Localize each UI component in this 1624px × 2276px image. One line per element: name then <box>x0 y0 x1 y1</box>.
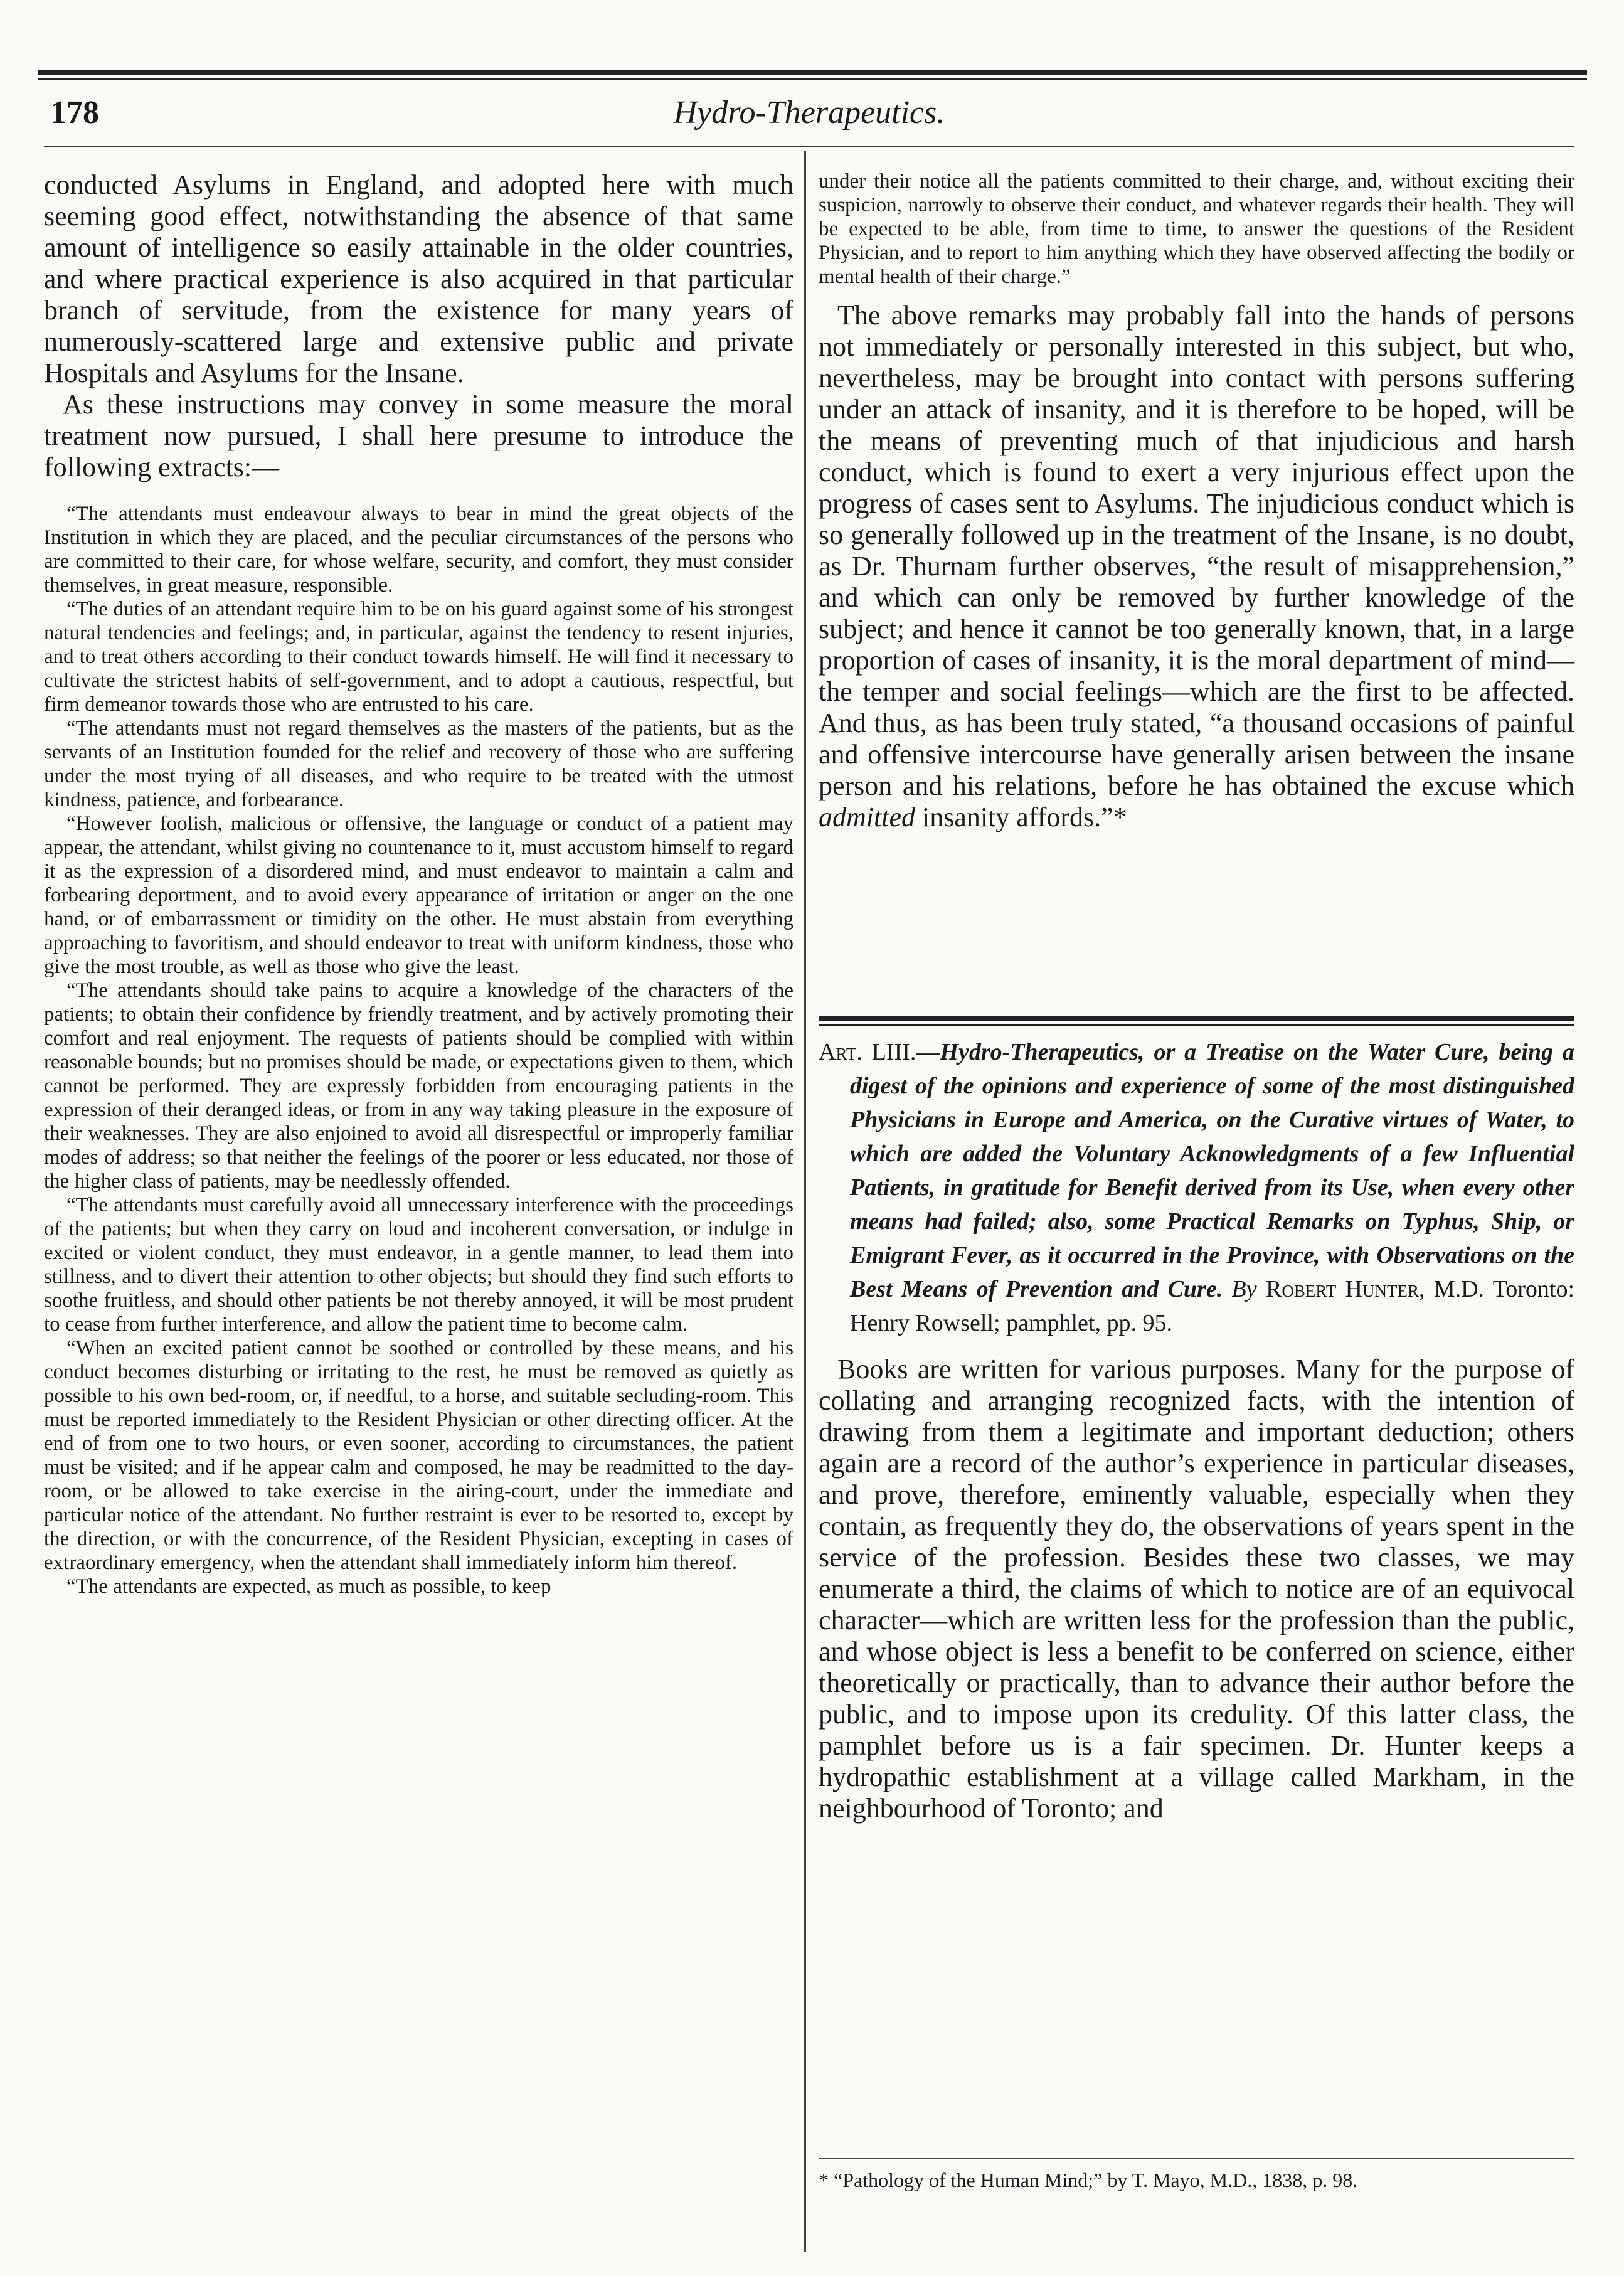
extract-paragraph: “The attendants must not regard themselves as the masters of the patients, but as the servants of an Institution founded for the relief and recovery of those who are suffering under the most trying of all diseases, and who require to be treated with the utmost kindness, patience, and forbearance. <box>44 717 793 811</box>
extract-paragraph: “The attendants should take pains to acquire a knowledge of the characters of the patients; to obtain their confidence by friendly treatment, and by actively promoting their comfort and real enjoyment. The requests of patients should be complied with within reasonable bounds; but no promises should be made, or expectations given to them, which cannot be performed. They are expressly forbidden from encouraging patients in the expression of their deranged ideas, or from in any way taking pleasure in the exposure of their weaknesses. They are also enjoined to avoid all disrespectful or improperly familiar modes of address; so that neither the feelings of the poorer or less educated, nor those of the higher class of patients, may be needlessly offended. <box>44 979 793 1193</box>
article-block <box>819 1035 1574 1824</box>
commentary-italic: admitted <box>819 802 915 832</box>
extract-paragraph: “The attendants must carefully avoid all unnecessary interference with the proceedings of the patients; but when they carry on loud and incoherent conversation, or indulge in excited or violent conduct, they must endeavor, in a gentle manner, to lead them into stillness, and to divert their attention to other objects; but should they find such efforts to soothe fruitless, and should other patients be not thereby annoyed, it will be most prudent to cease from further interference, and allow the patient time to become calm. <box>44 1194 793 1336</box>
extract-continuation: under their notice all the patients committed to their charge, and, without exciting their suspicion, narrowly to observe their conduct, and whatever regards their health. They will be expected to be able, from time to time, to answer the questions of the Resident Physician, and to report to him anything which they have observed affecting the bodily or mental health of their charge.” <box>819 170 1574 288</box>
review-paragraph: Books are written for various purposes. Many for the purpose of collating and arranging recognized facts, with the intention of drawing from them a legitimate and important deduction; others again are a record of the author’s experience in particular diseases, and prove, therefore, eminently valuable, especially when they contain, as frequently they do, the observations of years spent in the service of the profession. Besides these two classes, we may enumerate a third, the claims of which to notice are of an equivocal character—which are written less for the profession than the public, and whose object is less a benefit to be conferred on science, either theoretically or practically, than to advance their author before the public, and to impose upon its credulity. Of this latter class, the pamphlet before us is a fair specimen. Dr. Hunter keeps a hydropathic establishment at a village called Markham, in the neighbourhood of Toronto; and <box>819 1354 1574 1824</box>
top-rule-thin <box>38 78 1587 80</box>
running-title: Hydro-Therapeutics. <box>673 95 945 130</box>
left-column <box>44 169 793 1598</box>
extract-paragraph: “When an excited patient cannot be soothed or controlled by these means, and his conduct becomes disturbing or irritating to the rest, he must be removed as quietly as possible to his own bed-room, or, if needful, to a horse, and suitable secluding-room. This must be reported immediately to the Resident Physician or other directing officer. At the end of from one to two hours, or even sooner, according to circumstances, the patient must be visited; and if he appear calm and composed, he may be readmitted to the day-room, or be allowed to take exercise in the airing-court, under the immediate and particular notice of the attendant. No further restraint is ever to be resorted to, except by the direction, or with the concurrence, of the Resident Physician, excepting in cases of extraordinary emergency, when the attendant shall immediately inform him thereof. <box>44 1337 793 1574</box>
right-column <box>819 169 1574 833</box>
intro-paragraph-2: As these instructions may convey in some measure the moral treatment now pursued, I shall here presume to introduce the following extracts:— <box>44 389 793 482</box>
article-by: By <box>1231 1276 1257 1302</box>
extract-paragraph: “The duties of an attendant require him to be on his guard against some of his strongest natural tendencies and feelings; and, in particular, against the tendency to resent injuries, and to treat others according to their conduct towards himself. He will find it necessary to cultivate the strictest habits of self-government, and to adopt a cautious, respectful, but firm demeanor towards those who are entrusted to his care. <box>44 598 793 716</box>
article-title: Hydro-Therapeutics, or a Treatise on the Water Cure, being a digest of the opinions and experience of some of the most distinguished Physicians in Europe and America, on the Curative virtues of Water, to which are added the Voluntary Acknowledgments of a few Influential Patients, in gratitude for Benefit derived from its Use, when every other means had failed; also, some Practical Remarks on Typhus, Ship, or Emigrant Fever, as it occurred in the Province, with Observations on the Best Means of Prevention and Cure. <box>850 1039 1575 1302</box>
extract-paragraph: “The attendants are expected, as much as possible, to keep <box>66 1575 551 1598</box>
section-divider <box>819 1016 1574 1026</box>
commentary-paragraph <box>819 300 1574 833</box>
intro-paragraph: conducted Asylums in England, and adopted here with much seeming good effect, notwithstanding the absence of that same amount of intelligence so easily attainable in the older countries, and where practical experience is also acquired in that particular branch of servitude, from the existence for many years of numerously-scattered large and extensive public and private Hospitals and Asylums for the Insane. <box>44 169 793 388</box>
extract-paragraph: “However foolish, malicious or offensive, the language or conduct of a patient may appear, the attendant, whilst giving no countenance to it, must accustom himself to regard it as the expression of a disordered mind, and must endeavor to maintain a calm and forbearing deportment, and to avoid every appearance of irritation or anger on the one hand, or of embarrassment or timidity on the other. He must abstain from everything approaching to favoritism, and should endeavor to treat with uniform kindness, those who give the most trouble, as well as those who give the least. <box>44 812 793 978</box>
page-header <box>44 94 1574 144</box>
extracts-block <box>44 502 793 1598</box>
footnote: * “Pathology of the Human Mind;” by T. Mayo, M.D., 1838, p. 98. <box>819 2169 1358 2191</box>
article-publication: M.D. Toronto: Henry Rowsell; pamphlet, pp. 95. <box>850 1276 1575 1336</box>
commentary-end: insanity affords.”* <box>921 802 1127 832</box>
commentary-text: The above remarks may probably fall into the hands of persons not immediately or personally interested in this subject, but who, nevertheless, may be brought into contact with persons suffering under an attack of insanity, and it is therefore to be hoped, will be the means of preventing much of that injudicious and harsh conduct, which is found to exert a very injurious effect upon the progress of cases sent to Asylums. The injudicious conduct which is so generally followed up in the treatment of the Insane, is no doubt, as Dr. Thurnam further observes, “the result of misapprehension,” and which can only be removed by further knowledge of the subject; and hence it cannot be too generally known, that, in a large proportion of cases of insanity, it is the moral department of mind—the temper and social feelings—which are the first to be affected. And thus, as has been truly stated, “a thousand occasions of painful and offensive intercourse have generally arisen between the insane person and his relations, before he has obtained the excuse which <box>819 300 1574 801</box>
top-rule <box>38 70 1587 75</box>
article-label: Art. LIII.— <box>819 1039 940 1065</box>
article-heading <box>819 1035 1574 1340</box>
header-rule <box>44 146 1574 147</box>
article-author: Robert Hunter, <box>1265 1276 1425 1302</box>
column-divider <box>804 151 806 2252</box>
page-number: 178 <box>50 95 99 130</box>
footnote-rule <box>819 2158 1574 2159</box>
extract-paragraph: “The attendants must endeavour always to bear in mind the great objects of the Institution in which they are placed, and the peculiar circumstances of the persons who are committed to their care, for whose welfare, security, and comfort, they must consider themselves, in great measure, responsible. <box>44 503 793 597</box>
